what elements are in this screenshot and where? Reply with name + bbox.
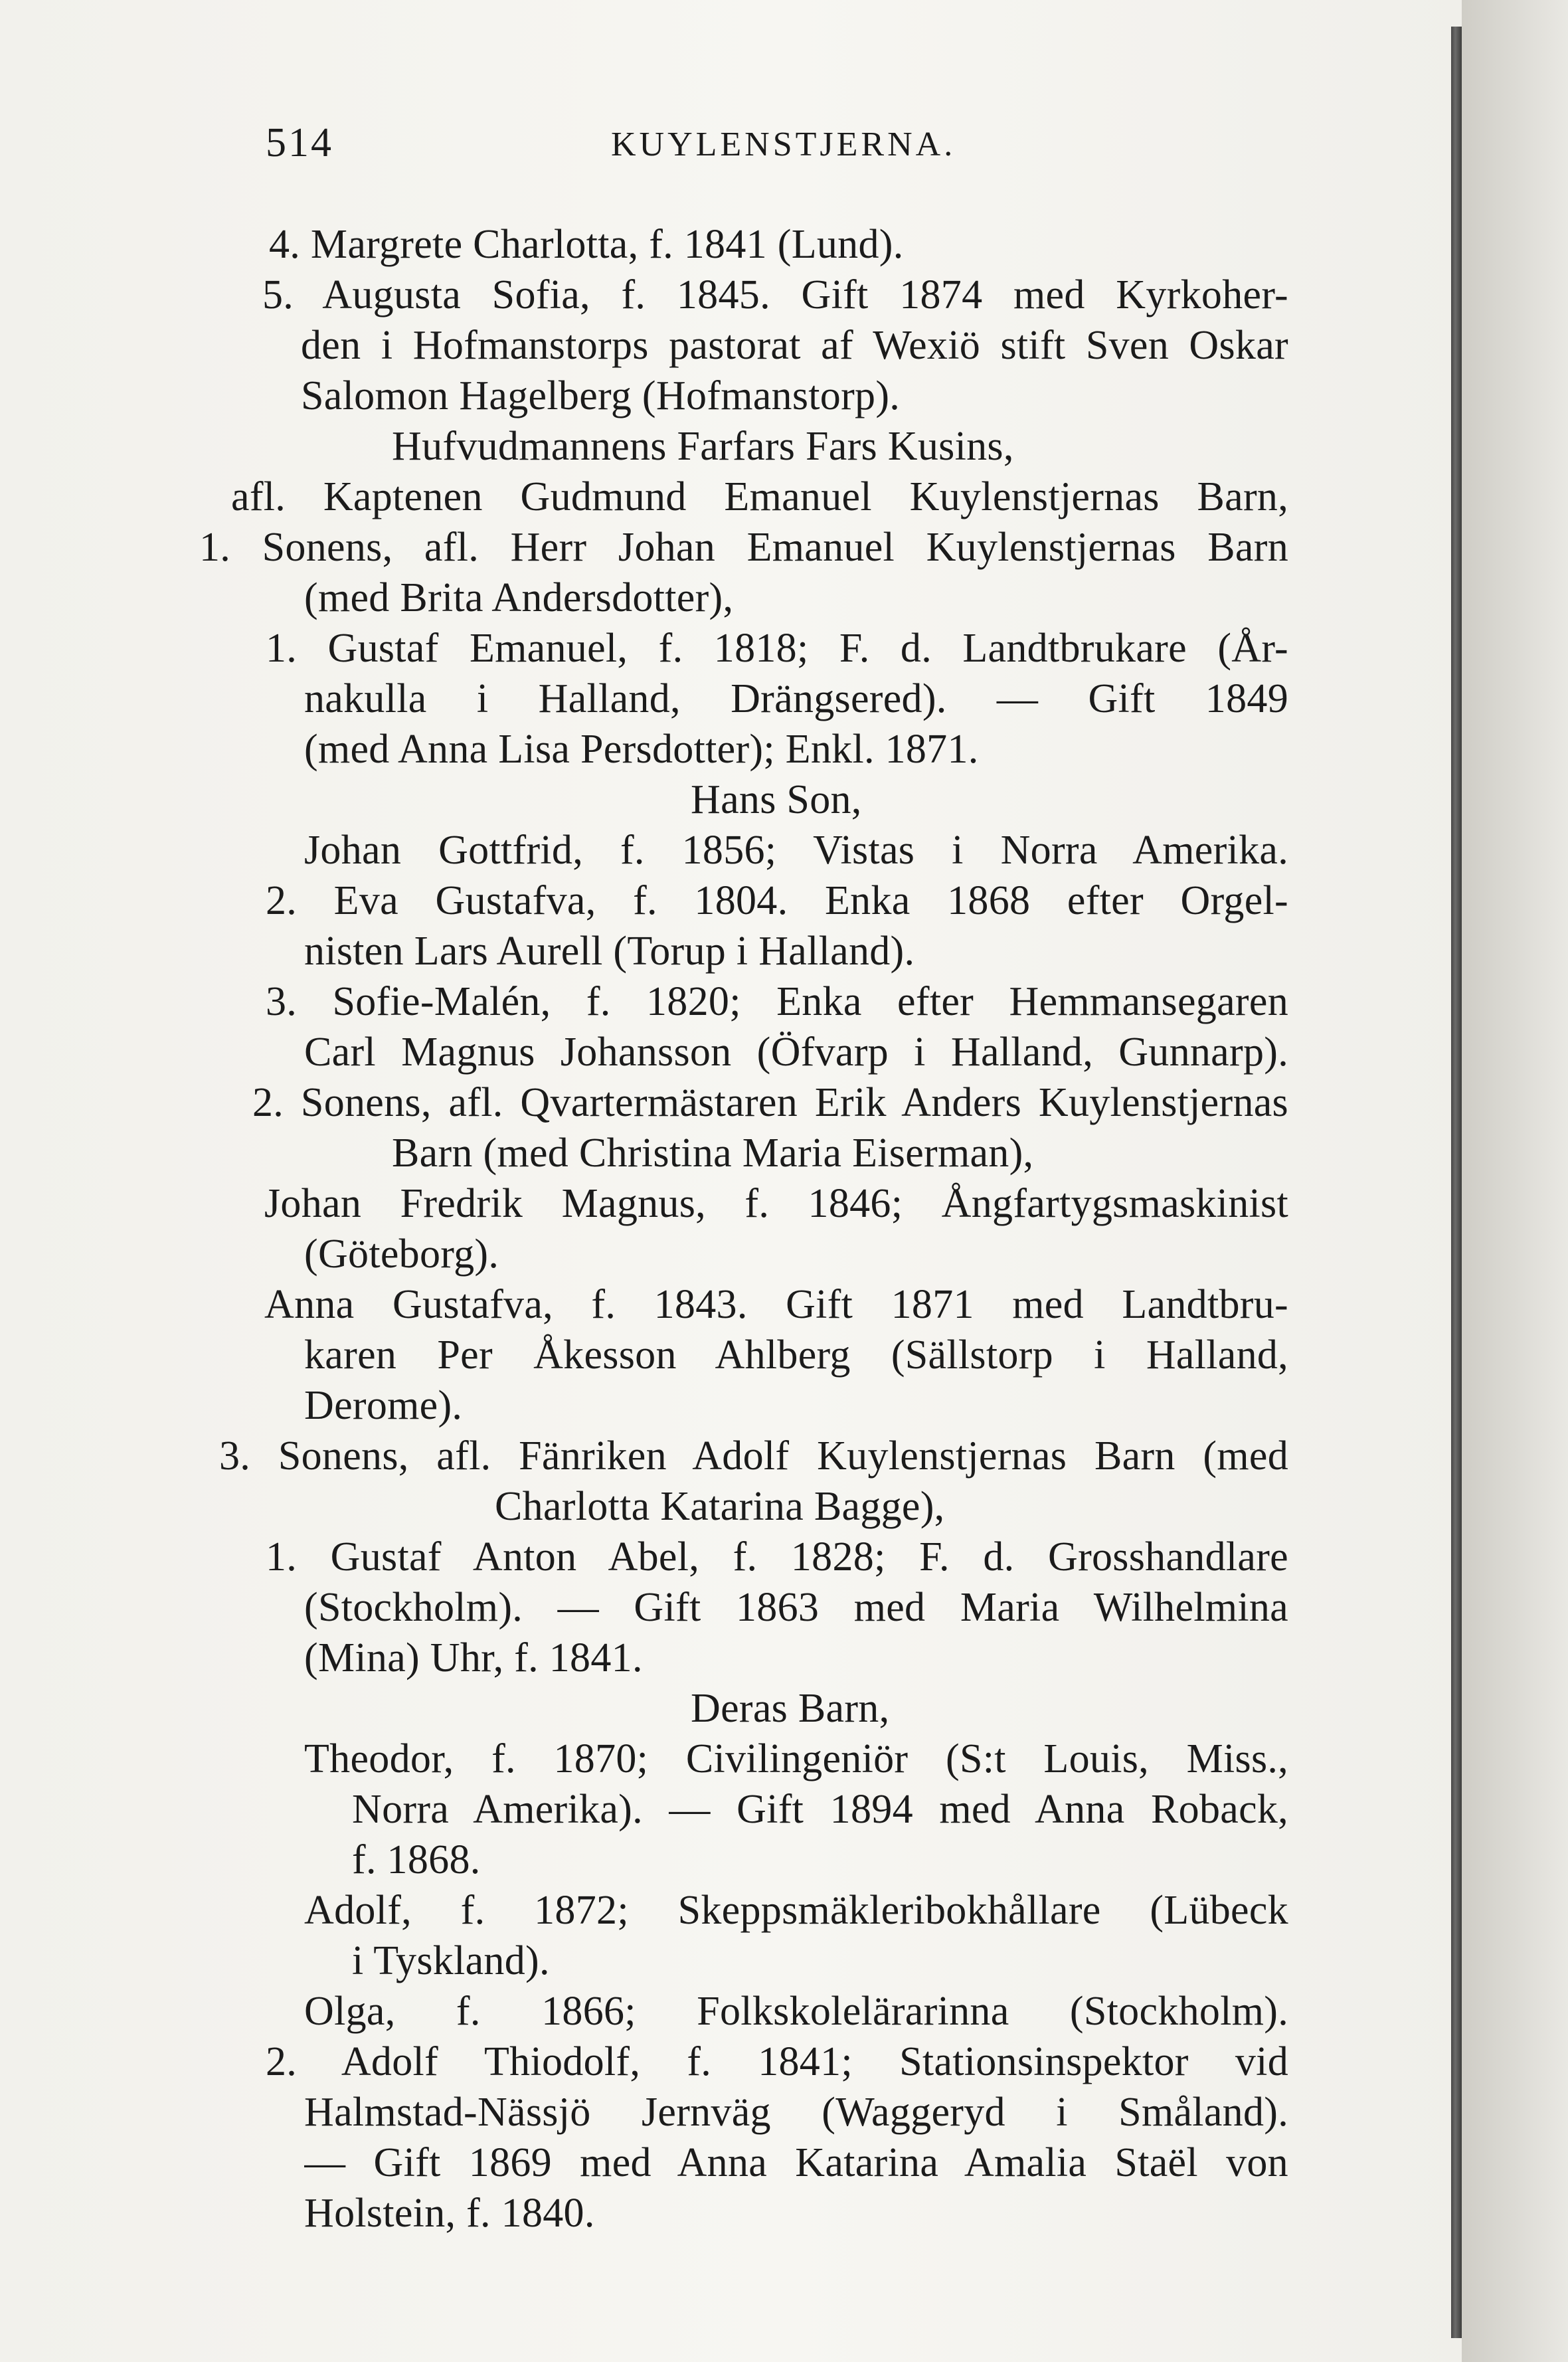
text-line-content: (med Anna Lisa Persdotter); Enkl. 1871. — [304, 727, 979, 772]
text-line-content: 3. Sonens, afl. Fänriken Adolf Kuylenstjernas Barn (med — [219, 1433, 1288, 1479]
text-line — [0, 1986, 1568, 2037]
text-line — [0, 976, 1568, 1027]
text-line-content: Barn (med Christina Maria Eiserman), — [392, 1131, 1034, 1176]
text-line — [0, 1633, 1568, 1683]
text-line — [0, 1481, 1568, 1532]
text-line-content: Hans Son, — [691, 777, 862, 822]
text-line — [0, 522, 1568, 573]
text-line-content: Salomon Hagelberg (Hofmanstorp). — [301, 373, 901, 418]
text-line — [0, 2087, 1568, 2137]
text-line-content: 2. Adolf Thiodolf, f. 1841; Stationsinspektor vid — [266, 2039, 1288, 2084]
text-line-content: den i Hofmanstorps pastorat af Wexiö stift Sven Oskar — [301, 323, 1288, 368]
text-line — [0, 1431, 1568, 1481]
text-line-content: 4. Margrete Charlotta, f. 1841 (Lund). — [269, 222, 904, 267]
page-number: 514 — [266, 120, 333, 165]
text-line — [0, 421, 1568, 472]
text-line-content: 1. Gustaf Anton Abel, f. 1828; F. d. Grosshandlare — [266, 1534, 1288, 1580]
text-line — [0, 1683, 1568, 1734]
text-line-content: Anna Gustafva, f. 1843. Gift 1871 med Landtbru- — [264, 1282, 1288, 1327]
text-line-content: 2. Sonens, afl. Qvartermästaren Erik Anders Kuylenstjernas — [252, 1080, 1288, 1125]
text-line — [0, 1784, 1568, 1835]
running-title: KUYLENSTJERNA. — [611, 126, 956, 163]
text-line-content: Johan Fredrik Magnus, f. 1846; Ångfartygsmaskinist — [264, 1181, 1288, 1226]
text-line-content: i Tyskland). — [352, 1938, 550, 1983]
text-line-content: Johan Gottfrid, f. 1856; Vistas i Norra Amerika. — [304, 828, 1288, 873]
text-line-content: Hufvudmannens Farfars Fars Kusins, — [392, 424, 1014, 469]
text-line — [0, 1279, 1568, 1330]
text-line-content: Carl Magnus Johansson (Öfvarp i Halland, Gunnarp). — [304, 1030, 1288, 1075]
text-line-content: 1. Sonens, afl. Herr Johan Emanuel Kuylenstjernas Barn — [199, 525, 1288, 570]
text-line-content: (med Brita Andersdotter), — [304, 575, 734, 620]
text-line-content: Derome). — [304, 1383, 463, 1428]
text-line-content: Deras Barn, — [691, 1686, 890, 1731]
text-line — [0, 774, 1568, 825]
text-line-content: 2. Eva Gustafva, f. 1804. Enka 1868 efter Orgel- — [266, 878, 1288, 923]
text-line-content: Holstein, f. 1840. — [304, 2191, 595, 2236]
text-line — [0, 2137, 1568, 2188]
text-line — [0, 1582, 1568, 1633]
text-line-content: Norra Amerika). — Gift 1894 med Anna Roback, — [352, 1787, 1288, 1832]
text-line — [0, 825, 1568, 875]
text-line-content: Charlotta Katarina Bagge), — [495, 1484, 945, 1529]
text-line — [0, 1532, 1568, 1582]
text-line-content: Olga, f. 1866; Folkskolelärarinna (Stockholm). — [304, 1989, 1288, 2034]
text-line — [0, 926, 1568, 976]
text-line-content: nakulla i Halland, Drängsered). — Gift 1849 — [304, 676, 1288, 721]
page-header — [0, 120, 1568, 173]
text-line — [0, 573, 1568, 623]
text-line — [0, 1077, 1568, 1128]
text-line — [0, 371, 1568, 421]
text-line — [0, 270, 1568, 320]
text-line-content: Theodor, f. 1870; Civilingeniör (S:t Louis, Miss., — [304, 1736, 1288, 1781]
text-line-content: 1. Gustaf Emanuel, f. 1818; F. d. Landtbrukare (År- — [266, 626, 1288, 671]
text-line — [0, 2037, 1568, 2087]
text-line-content: Adolf, f. 1872; Skeppsmäkleribokhållare (Lübeck — [304, 1888, 1288, 1933]
text-line — [0, 472, 1568, 522]
text-line-content: (Stockholm). — Gift 1863 med Maria Wilhelmina — [304, 1585, 1288, 1630]
text-line — [0, 623, 1568, 674]
text-line — [0, 674, 1568, 724]
text-line-content: 3. Sofie-Malén, f. 1820; Enka efter Hemmansegaren — [266, 979, 1288, 1024]
text-line-content: — Gift 1869 med Anna Katarina Amalia Staël von — [304, 2140, 1288, 2185]
text-line-content: f. 1868. — [352, 1837, 481, 1882]
text-line — [0, 1027, 1568, 1077]
text-line — [0, 320, 1568, 371]
text-line-content: 5. Augusta Sofia, f. 1845. Gift 1874 med Kyrkoher- — [262, 272, 1288, 318]
text-line — [0, 2188, 1568, 2238]
text-line — [0, 1128, 1568, 1178]
text-line — [0, 1734, 1568, 1784]
text-line — [0, 1885, 1568, 1936]
text-line — [0, 1380, 1568, 1431]
text-line-content: karen Per Åkesson Ahlberg (Sällstorp i Halland, — [304, 1332, 1288, 1378]
text-line-content: (Göteborg). — [304, 1231, 499, 1277]
text-line — [0, 1178, 1568, 1229]
genealogy-text — [0, 219, 1568, 2238]
text-line — [0, 1835, 1568, 1885]
text-line-content: afl. Kaptenen Gudmund Emanuel Kuylenstjernas Barn, — [231, 474, 1288, 519]
text-line-content: (Mina) Uhr, f. 1841. — [304, 1635, 643, 1681]
text-line — [0, 219, 1568, 270]
text-line — [0, 1229, 1568, 1279]
text-line — [0, 1936, 1568, 1986]
text-line — [0, 1330, 1568, 1380]
text-line-content: nisten Lars Aurell (Torup i Halland). — [304, 929, 915, 974]
text-line — [0, 875, 1568, 926]
text-line-content: Halmstad-Nässjö Jernväg (Waggeryd i Småland). — [304, 2090, 1288, 2135]
text-line — [0, 724, 1568, 774]
